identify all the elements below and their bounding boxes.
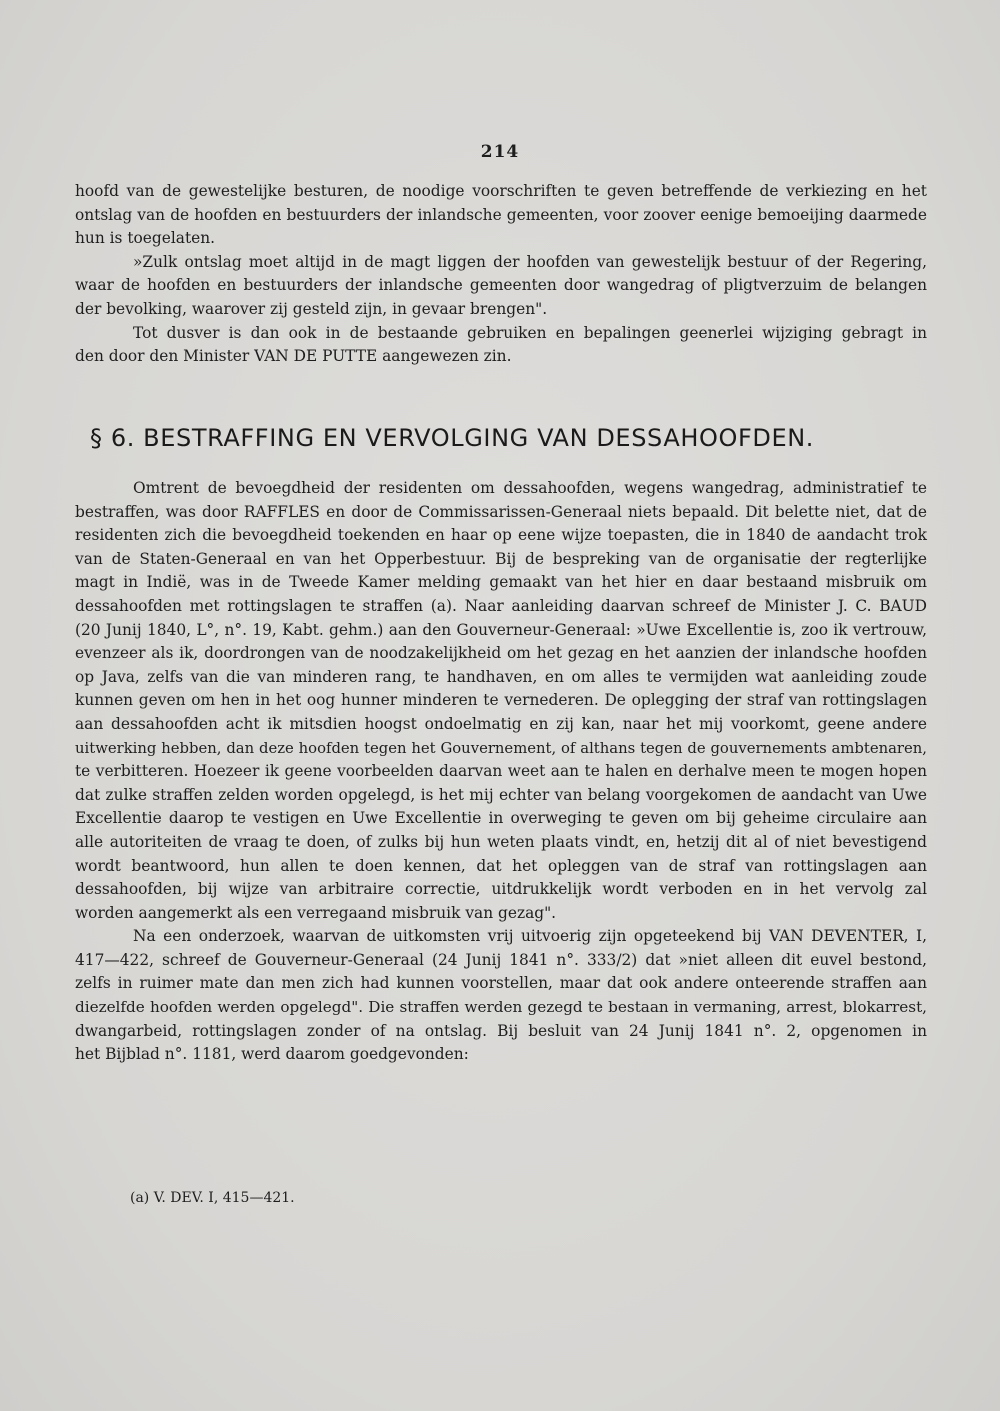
text-line: van de Staten-Generaal en van het Opperbestuur. Bij de bespreking van de organisatie der regterlijke <box>75 549 927 568</box>
paragraph <box>75 322 927 369</box>
top-text-block <box>75 180 927 369</box>
text-line: aan dessahoofden acht ik mitsdien hoogst ondoelmatig en zij kan, naar het mij voorkomt, geene andere <box>75 714 927 733</box>
section-heading: § 6. BESTRAFFING EN VERVOLGING VAN DESSAHOOFDEN. <box>90 424 814 452</box>
paragraph <box>75 925 927 1067</box>
text-line: Excellentie daarop te vestigen en Uwe Excellentie in overweging te geven om bij geheime circulaire aan <box>75 809 927 828</box>
text-line: ontslag van de hoofden en bestuurders der inlandsche gemeenten, voor zoover eenige bemoeijing daarmede <box>75 205 927 224</box>
text-line: Omtrent de bevoegdheid der residenten om dessahoofden, wegens wangedrag, administratief te <box>133 479 927 497</box>
text-line: dessahoofden, bij wijze van arbitraire correctie, uitdrukkelijk wordt verboden en in het vervolg zal <box>75 880 927 899</box>
text-line: hun is toegelaten. <box>75 229 216 248</box>
page-number: 214 <box>480 142 520 162</box>
text-line: residenten zich die bevoegdheid toekenden en haar op eene wijze toepasten, die in 1840 de aandacht trok <box>75 526 927 545</box>
text-line: op Java, zelfs van die van minderen rang, te handhaven, en om alles te vermijden wat aanleiding zoude <box>75 667 927 686</box>
section-text-block <box>75 477 927 1067</box>
text-line: zelfs in ruimer mate dan men zich had kunnen voorstellen, maar dat ook andere onteerende straffen aan <box>75 974 927 993</box>
text-line: kunnen geven om hen in het oog hunner minderen te vernederen. De oplegging der straf van rottingslagen <box>75 691 927 710</box>
paragraph <box>75 477 927 925</box>
text-line: magt in Indië, was in de Tweede Kamer melding gemaakt van het hier en daar bestaand misbruik om <box>75 573 927 592</box>
text-line: uitwerking hebben, dan deze hoofden tegen het Gouvernement, of althans tegen de gouvernements ambtenaren, <box>75 739 927 757</box>
text-line: 417—422, schreef de Gouverneur-Generaal (24 Junij 1841 n°. 333/2) dat »niet alleen dit euvel bestond, <box>75 950 927 969</box>
paragraph <box>75 180 927 251</box>
text-line: bestraffen, was door RAFFLES en door de Commissarissen-Generaal niets bepaald. Dit belette niet, dat de <box>75 502 927 521</box>
text-line: evenzeer als ik, doordrongen van de noodzakelijkheid om het gezag en het aanzien der inlandsche hoofden <box>75 644 927 663</box>
text-line: hoofd van de gewestelijke besturen, de noodige voorschriften te geven betreffende de verkiezing en het <box>75 182 927 200</box>
footnote: (a) V. DEV. I, 415—421. <box>130 1190 295 1206</box>
text-line: Tot dusver is dan ook in de bestaande gebruiken en bepalingen geenerlei wijziging gebragt in <box>133 323 927 342</box>
text-line: dat zulke straffen zelden worden opgelegd, is het mij echter van belang voorgekomen de aandacht van Uwe <box>75 785 927 804</box>
text-line: dwangarbeid, rottingslagen zonder of na ontslag. Bij besluit van 24 Junij 1841 n°. 2, opgenomen in <box>75 1021 927 1040</box>
paragraph <box>75 251 927 322</box>
text-line: der bevolking, waarover zij gesteld zijn, in gevaar brengen". <box>75 299 548 318</box>
text-line: dessahoofden met rottingslagen te straffen (a). Naar aanleiding daarvan schreef de Minister J. C. BAUD <box>75 596 927 615</box>
text-line: den door den Minister VAN DE PUTTE aangewezen zin. <box>75 347 512 366</box>
text-line: alle autoriteiten de vraag te doen, of zulks bij hun weten plaats vindt, en, hetzij dit al of niet bevestigend <box>75 832 927 851</box>
text-line: (20 Junij 1840, L°, n°. 19, Kabt. gehm.) aan den Gouverneur-Generaal: »Uwe Excellentie is, zoo ik vertrouw, <box>75 620 927 639</box>
text-line: te verbitteren. Hoezeer ik geene voorbeelden daarvan weet aan te halen en derhalve meen te mogen hopen <box>75 762 927 781</box>
text-line: waar de hoofden en bestuurders der inlandsche gemeenten door wangedrag of pligtverzuim de belangen <box>75 276 927 295</box>
text-line: worden aangemerkt als een verregaand misbruik van gezag". <box>75 903 557 922</box>
text-line: het Bijblad n°. 1181, werd daarom goedgevonden: <box>75 1045 469 1064</box>
text-line: »Zulk ontslag moet altijd in de magt liggen der hoofden van gewestelijk bestuur of der Regering, <box>133 252 927 271</box>
text-line: Na een onderzoek, waarvan de uitkomsten vrij uitvoerig zijn opgeteekend bij VAN DEVENTER, I, <box>133 927 927 946</box>
text-line: wordt beantwoord, hun allen te doen kennen, dat het opleggen van de straf van rottingslagen aan <box>75 856 927 875</box>
text-line: diezelfde hoofden werden opgelegd". Die straffen werden gezegd te bestaan in vermaning, arrest, blokarrest, <box>75 998 927 1017</box>
